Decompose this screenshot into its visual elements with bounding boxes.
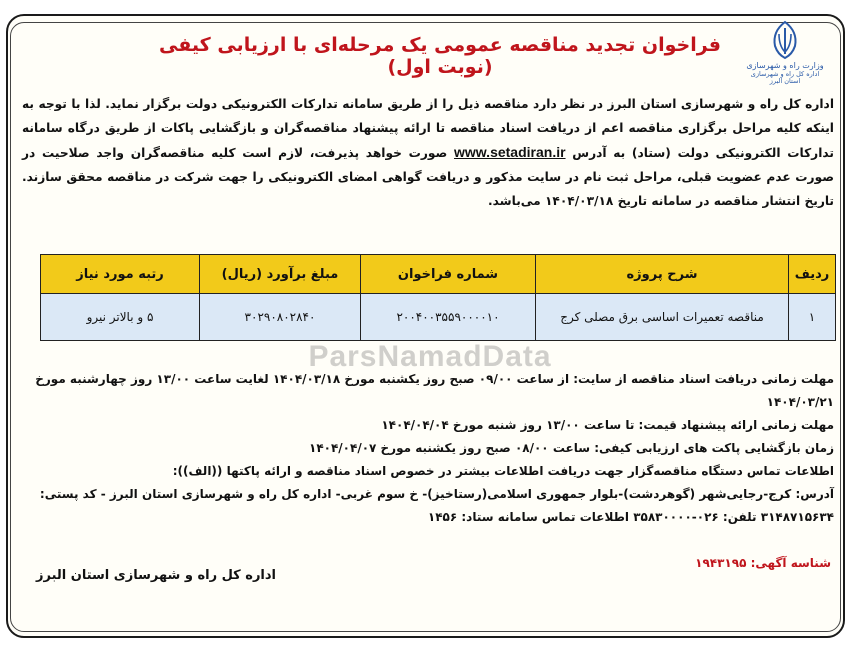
bid-deadline: مهلت زمانی ارائه پیشنهاد قیمت: تا ساعت ۱۳/۰۰ روز شنبه مورخ ۱۴۰۴/۰۴/۰۴: [381, 418, 834, 432]
emblem-icon: [767, 20, 803, 60]
signer: اداره کل راه و شهرسازی استان البرز: [36, 568, 277, 583]
cell-row: ۱: [789, 294, 836, 341]
cell-estimate: ۳۰۲۹۰۸۰۲۸۴۰: [200, 294, 361, 341]
col-description-header: شرح پروژه: [536, 255, 789, 294]
intro-text-2: صورت خواهد پذیرفت، لازم است کلیه مناقصه‌گران واجد صلاحیت در صورت عدم عضویت قبلی، مراحل ثبت نام در سایت مذکور و دریافت گواهی امضای الکترونیکی را جهت شرکت در مناقصه محقق سازند. تاریخ انتشار مناقصه در سامانه تاریخ ۱۴۰۴/۰۳/۱۸ می‌باشد.: [22, 146, 834, 208]
notice-title: فراخوان تجدید مناقصه عمومی یک مرحله‌ای با ارزیابی کیفی (نوبت اول): [159, 34, 721, 78]
intro-paragraph: [22, 92, 834, 213]
col-row-header: ردیف: [789, 255, 836, 294]
table-header-row: [41, 255, 836, 294]
cell-description: مناقصه تعمیرات اساسی برق مصلی کرج: [536, 294, 789, 341]
watermark: ParsNamadData: [308, 340, 552, 373]
intro-text-1: اداره کل راه و شهرسازی استان البرز در نظر دارد مناقصه ذیل را از طریق سامانه تدارکات الکترونیکی دولت برگزار نماید. لذا با توجه به اینکه کلیه مراحل برگزاری مناقصه اعم از دریافت اسناد مناقصه تا ارائه پیشنهاد مناقصه‌گران و بازگشایی پاکات از طریق درگاه سامانه تدارکات الکترونیکی دولت (ستاد) به آدرس: [22, 97, 834, 160]
col-call-number-header: شماره فراخوان: [361, 255, 536, 294]
cell-rank: ۵ و بالاتر نیرو: [41, 294, 200, 341]
ministry-logo: [745, 20, 825, 90]
ad-id: شناسه آگهی: ۱۹۴۳۱۹۵: [695, 556, 831, 570]
logo-ministry-text: وزارت راه و شهرسازی: [746, 61, 824, 70]
col-estimate-header: مبلغ برآورد (ریال): [200, 255, 361, 294]
col-rank-header: رتبه مورد نیاز: [41, 255, 200, 294]
contact-heading: اطلاعات تماس دستگاه مناقصه‌گزار جهت دریافت اطلاعات بیشتر در خصوص اسناد مناقصه و ارائه پاکتها ((الف)):: [172, 464, 834, 478]
contact-address: آدرس: کرج-رجایی‌شهر (گوهردشت)-بلوار جمهوری اسلامی(رستاخیز)- خ سوم غربی- اداره کل راه و شهرسازی استان البرز - کد پستی: ۳۱۴۸۷۱۵۶۳۴ تلفن: ۰۲۶-۳۵۸۳۰۰۰۰ اطلاعات تماس سامانه ستاد: ۱۴۵۶: [39, 487, 834, 524]
doc-deadline: مهلت زمانی دریافت اسناد مناقصه از سایت: از ساعت ۰۹/۰۰ صبح روز یکشنبه مورخ ۱۴۰۴/۰۳/۱۸ لغایت ساعت ۱۳/۰۰ روز چهارشنبه مورخ ۱۴۰۴/۰۳/۲۱: [35, 372, 834, 409]
table-row: [41, 294, 836, 341]
tender-table: [40, 254, 836, 341]
opening-time: زمان بازگشایی پاکت های ارزیابی کیفی: ساعت ۰۸/۰۰ صبح روز یکشنبه مورخ ۱۴۰۴/۰۴/۰۷: [309, 441, 834, 455]
setad-link[interactable]: www.setadiran.ir: [454, 144, 566, 160]
cell-call-number: ۲۰۰۴۰۰۳۵۵۹۰۰۰۰۱۰: [361, 294, 536, 341]
logo-department-text: اداره کل راه و شهرسازی استان البرز: [750, 69, 820, 85]
details-section: [22, 368, 834, 529]
